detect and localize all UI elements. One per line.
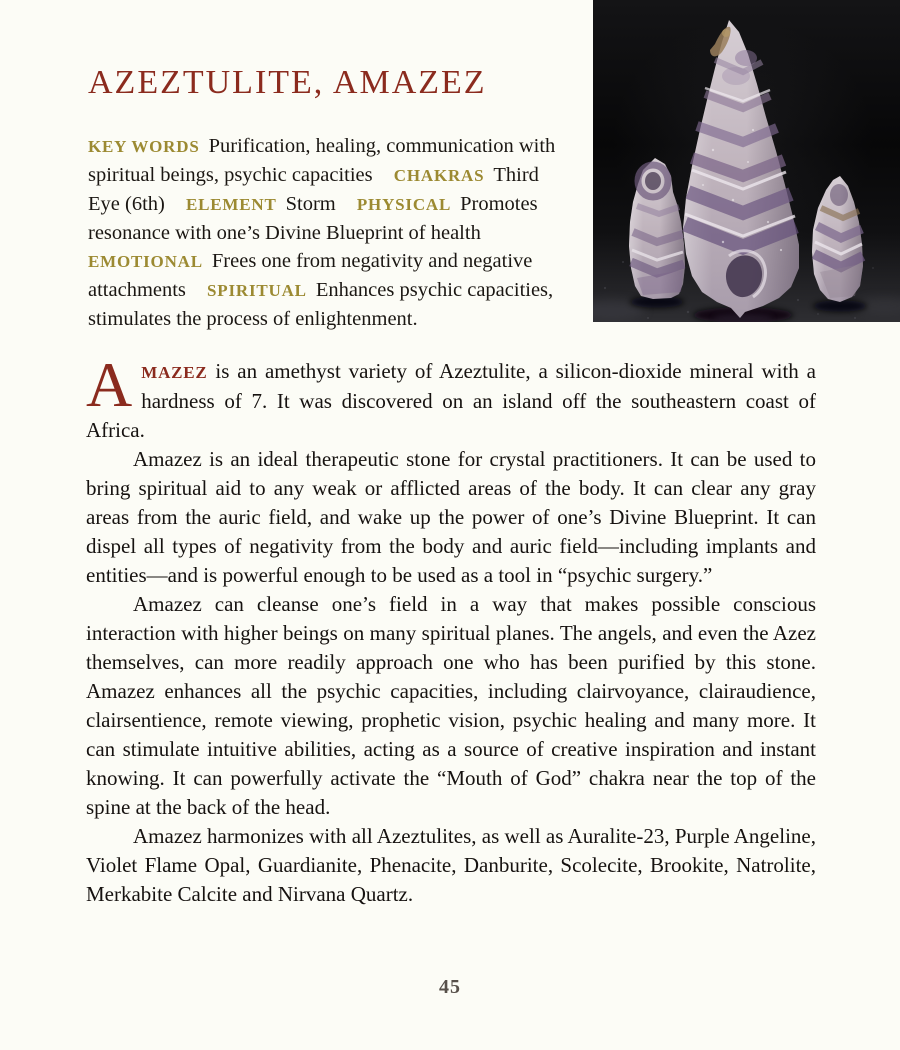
keyword-text: Enhances psychic capacities, stimulates the process of enlightenment.	[88, 279, 554, 330]
amazez-crystals-photo	[593, 0, 900, 322]
keyword-label: ELEMENT	[185, 195, 277, 214]
lead-smallcaps: MAZEZ	[141, 363, 208, 382]
keyword-label: PHYSICAL	[356, 195, 452, 214]
body-text	[86, 349, 816, 909]
keyword-label: EMOTIONAL	[88, 252, 203, 271]
paragraph: Amazez is an ideal therapeutic stone for crystal practitioners. It can be used to bring spiritual aid to any weak or afflicted areas of the body. It can clear any gray areas from the auric field, and wake up the power of one’s Divine Blueprint. It can dispel all types of negativity from the body and auric field—including implants and entities—and is powerful enough to be used as a tool in “psychic surgery.”	[86, 447, 816, 587]
page-title: AZEZTULITE, AMAZEZ	[88, 64, 487, 101]
keyword-text: Frees one from negativity and negative attachments	[88, 250, 533, 301]
keyword-label: KEY WORDS	[88, 137, 200, 156]
keyword-label: SPIRITUAL	[207, 281, 307, 300]
keyword-segment	[186, 193, 350, 215]
keyword-text: Third Eye (6th)	[88, 164, 539, 215]
dropcap: A	[86, 349, 133, 420]
keyword-text: Promotes resonance with one’s Divine Blueprint of health	[88, 193, 538, 244]
page-number: 45	[439, 976, 461, 998]
paragraph: Amazez harmonizes with all Azeztulites, as well as Auralite-23, Purple Angeline, Violet Flame Opal, Guardianite, Phenacite, Danburite, Scolecite, Brookite, Natrolite, Merkabite Calcite and Nirvana Quartz.	[86, 824, 816, 906]
keyword-text: Purification, healing, communication with spiritual beings, psychic capacities	[88, 135, 556, 186]
keyword-text: Storm	[285, 193, 336, 215]
paragraph: Amazez can cleanse one’s field in a way that makes possible conscious interaction with higher beings on many spiritual planes. The angels, and even the Azez themselves, can more readily approach one who has been purified by this stone. Amazez enhances all the psychic capacities, including clairvoyance, clairaudience, clairsentience, remote viewing, prophetic vision, psychic healing and many more. It can stimulate intuitive abilities, acting as a source of creative inspiration and instant knowing. It can powerfully activate the “Mouth of God” chakra near the top of the spine at the back of the head.	[86, 592, 816, 819]
keyword-label: CHAKRAS	[393, 166, 485, 185]
keywords-block	[88, 132, 570, 333]
paragraph-lead-text: is an amethyst variety of Azeztulite, a silicon-dioxide mineral with a hardness of 7. It was discovered on an island off the southeastern coast of Africa.	[86, 359, 816, 442]
paragraph-lead	[86, 349, 816, 445]
